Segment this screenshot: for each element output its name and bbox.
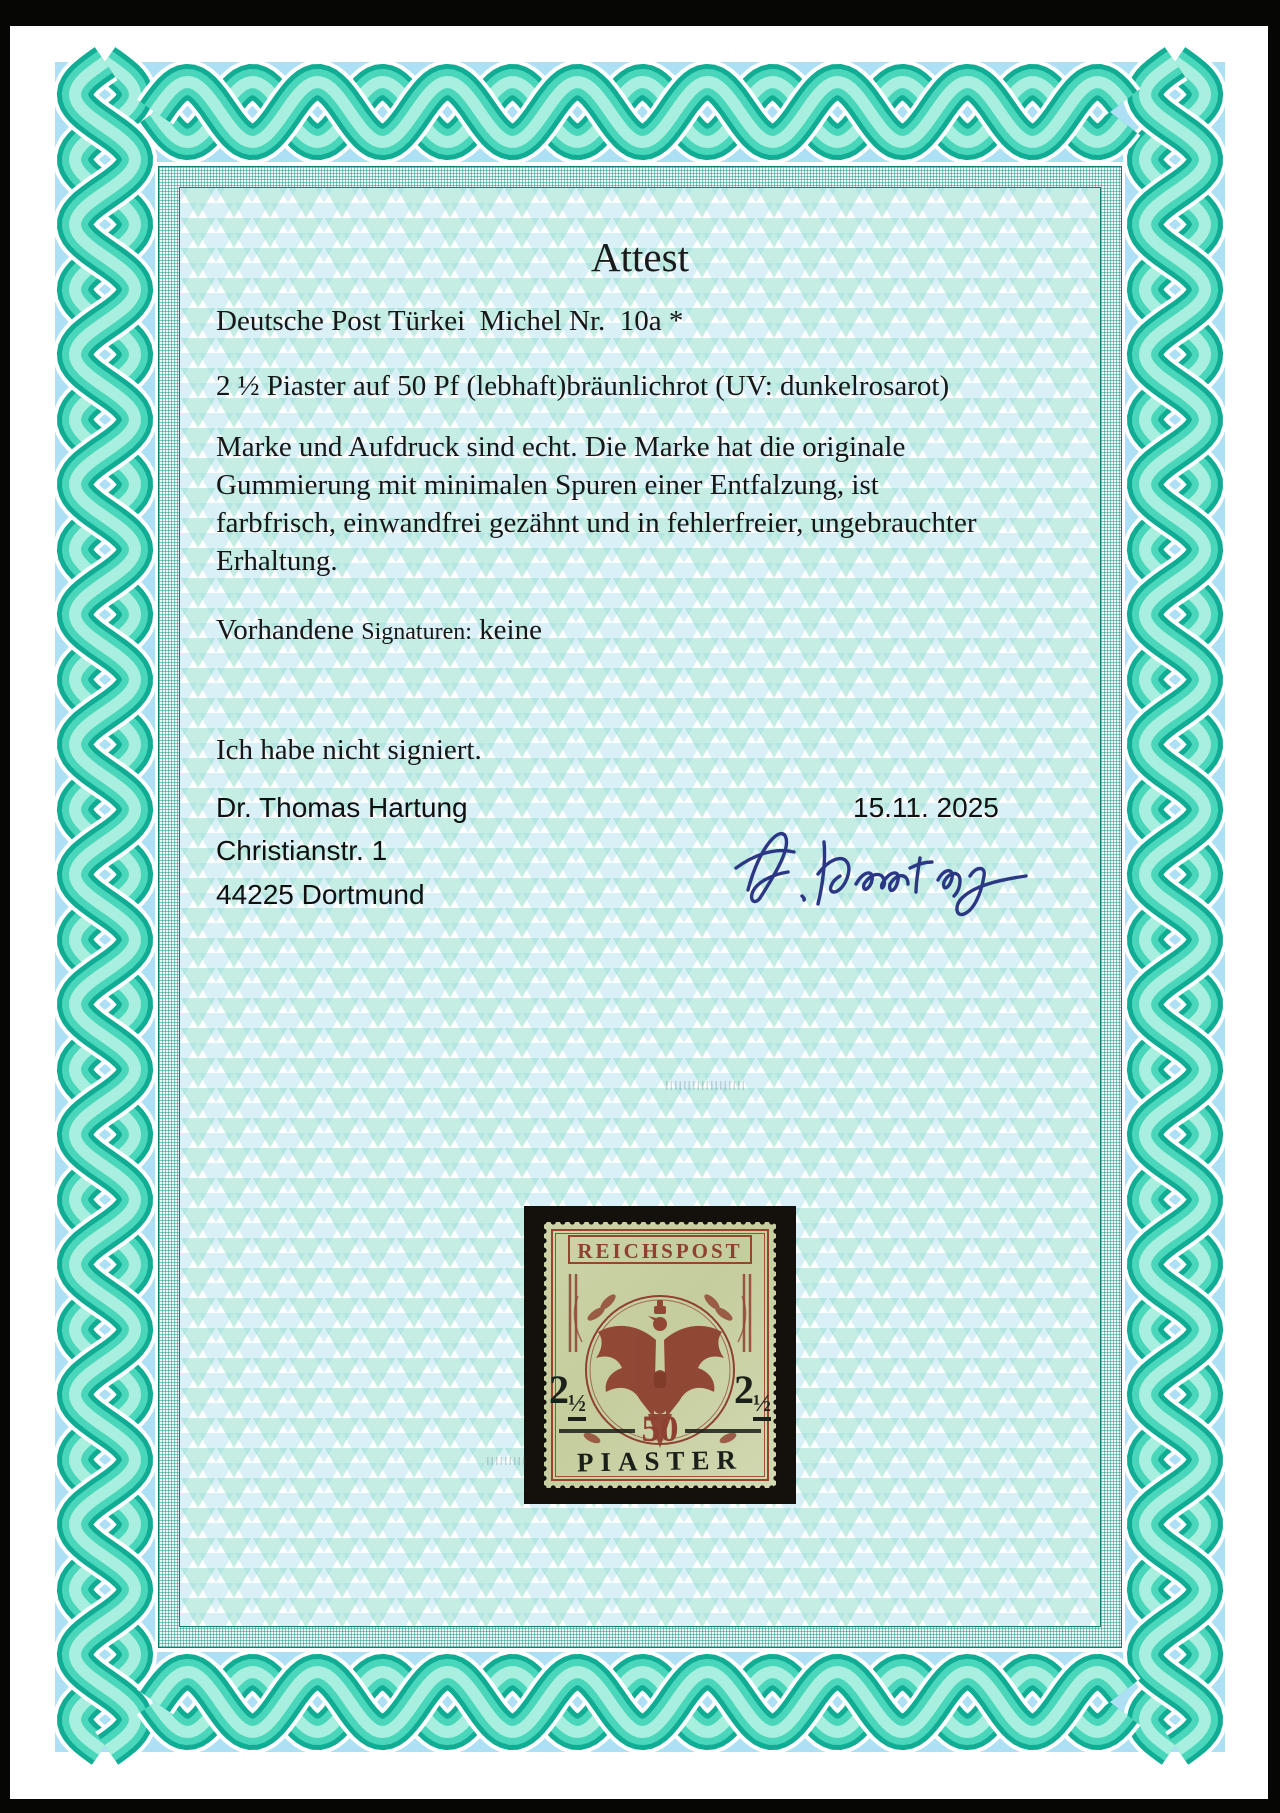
expert-city: 44225 Dortmund (216, 879, 425, 910)
stamp-image (544, 1222, 776, 1488)
findings-line: Marke und Aufdruck sind echt. Die Marke hat die originale (216, 431, 906, 463)
page-title: Attest (591, 234, 689, 280)
ornamental-inner-frame (158, 166, 1122, 1648)
signatures-line (216, 611, 542, 651)
signatures-label: Vorhandene (216, 614, 362, 646)
signatures-value: keine (471, 614, 542, 646)
expert-street: Christianstr. 1 (216, 835, 388, 866)
signatures-label-small: Signaturen: (361, 619, 472, 645)
stamp-inscription: REICHSPOST (568, 1235, 752, 1264)
faint-annotation-mark (487, 1457, 525, 1465)
findings-line: Gummierung mit minimalen Spuren einer Entfalzung, ist (216, 469, 879, 501)
certificate-body (179, 187, 1101, 1627)
description-line: 2 ½ Piaster auf 50 Pf (lebhaft)bräunlichrot (UV: dunkelrosarot) (216, 370, 950, 402)
overprint-half: ½ (753, 1392, 771, 1421)
overprint-half: ½ (568, 1392, 586, 1421)
overprint-value-left (549, 1367, 586, 1421)
overprint-2: 2 (734, 1367, 754, 1412)
findings-line: Erhaltung. (216, 545, 338, 577)
faint-annotation-mark (666, 1081, 746, 1090)
stamp-denomination: 50 (641, 1409, 679, 1450)
not-signed-note: Ich habe nicht signiert. (216, 734, 482, 766)
findings-paragraph (216, 428, 977, 580)
expert-signature (730, 808, 1050, 938)
findings-line: farbfrisch, einwandfrei gezähnt und in fehlerfreier, ungebrauchter (216, 507, 977, 539)
overprint-piaster: PIASTER (576, 1444, 744, 1478)
stamp-photo-mount (524, 1206, 796, 1504)
certificate-date: 15.11. 2025 (853, 792, 999, 823)
item-line: Deutsche Post Türkei Michel Nr. 10a * (216, 305, 684, 337)
overprint-bar-left (559, 1429, 635, 1433)
overprint-bar-right (685, 1429, 761, 1433)
overprint-value-right (734, 1367, 771, 1421)
expert-name: Dr. Thomas Hartung (216, 792, 468, 823)
overprint-2: 2 (549, 1367, 569, 1412)
